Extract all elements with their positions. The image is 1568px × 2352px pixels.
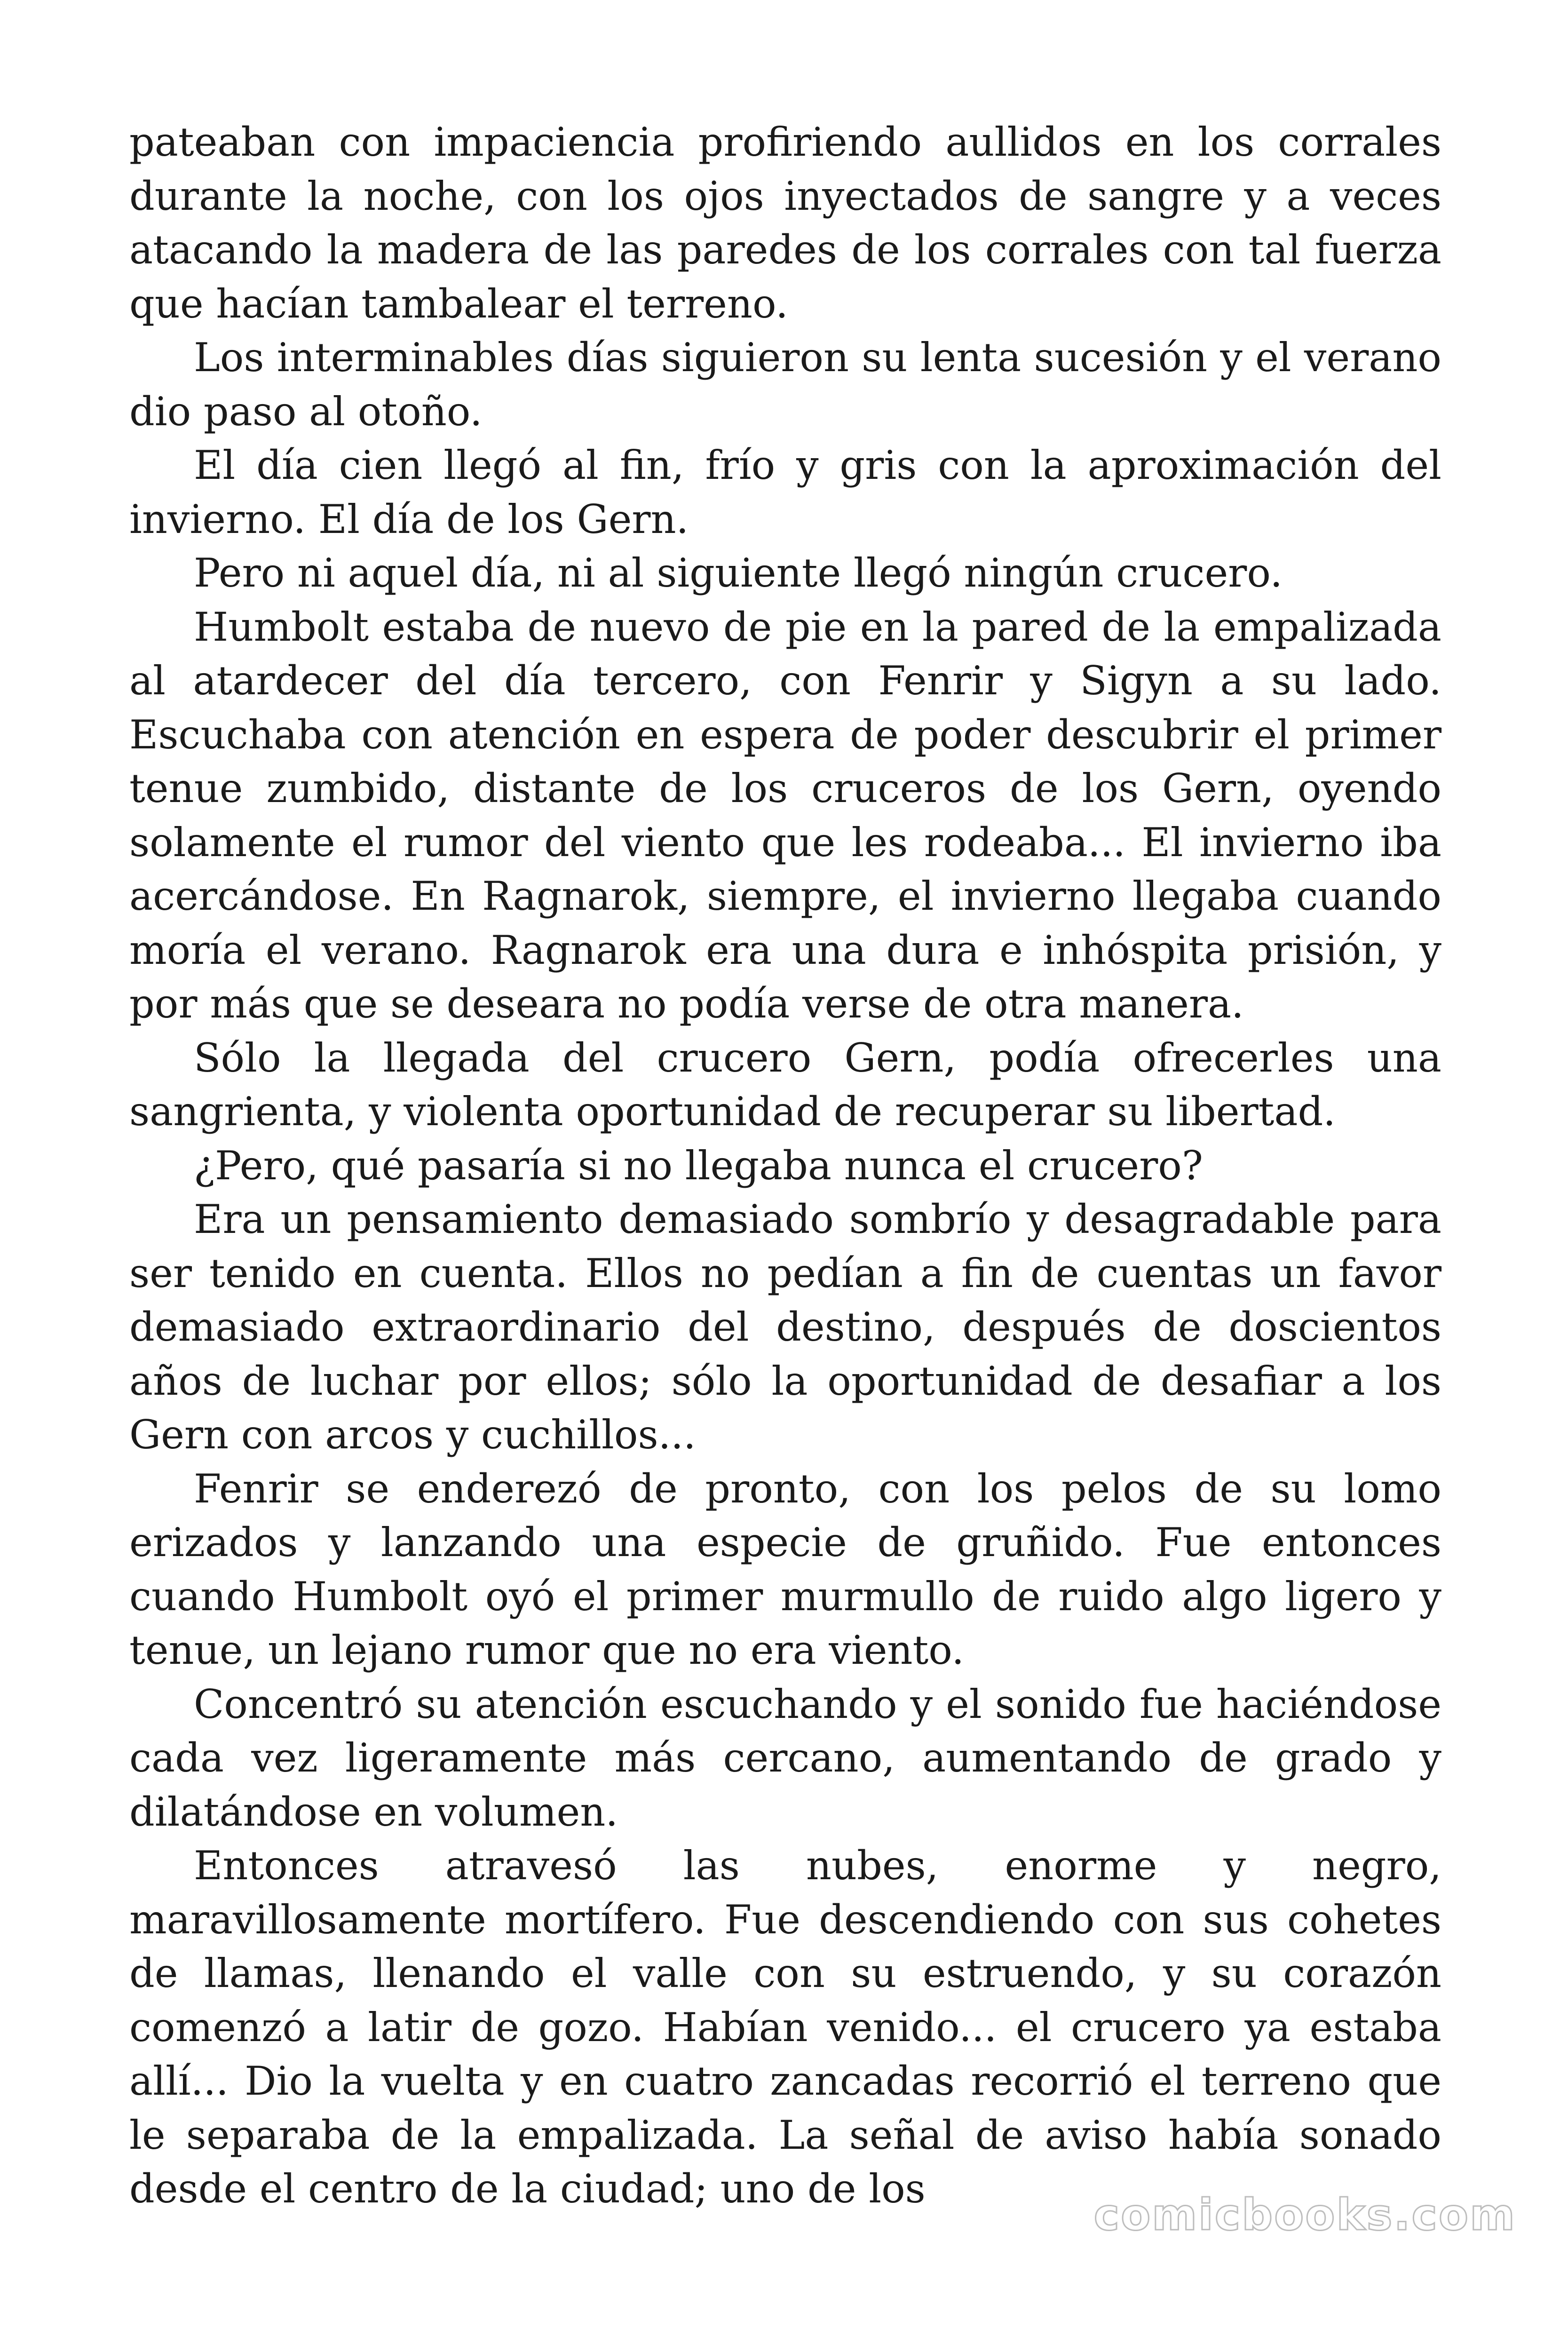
watermark: comicbooks.com bbox=[1093, 2190, 1516, 2240]
body-text bbox=[129, 115, 1441, 2216]
paragraph-2: Los interminables días siguieron su lenta sucesión y el verano dio paso al otoño. bbox=[129, 334, 1441, 435]
paragraph-4: Pero ni aquel día, ni al siguiente llegó ningún crucero. bbox=[194, 550, 1283, 596]
paragraph-7: ¿Pero, qué pasaría si no llegaba nunca el crucero? bbox=[194, 1142, 1203, 1189]
paragraph-6: Sólo la llegada del crucero Gern, podía ofrecerles una sangrienta, y violenta oportunidad de recuperar su libertad. bbox=[129, 1034, 1441, 1135]
paragraph-8: Era un pensamiento demasiado sombrío y desagradable para ser tenido en cuenta. Ellos no pedían a fin de cuentas un favor demasiado extraordinario del destino, después de doscientos años de luchar por ellos; sólo la oportunidad de desafiar a los Gern con arcos y cuchillos... bbox=[129, 1196, 1441, 1458]
paragraph-9: Fenrir se enderezó de pronto, con los pelos de su lomo erizados y lanzando una especie de gruñido. Fue entonces cuando Humbolt oyó el primer murmullo de ruido algo ligero y tenue, un lejano rumor que no era viento. bbox=[129, 1465, 1441, 1673]
paragraph-10: Concentró su atención escuchando y el sonido fue haciéndose cada vez ligeramente más cercano, aumentando de grado y dilatándose en volumen. bbox=[129, 1681, 1441, 1835]
paragraph-11: Entonces atravesó las nubes, enorme y negro, maravillosamente mortífero. Fue descendiendo con sus cohetes de llamas, llenando el valle con su estruendo, y su corazón comenzó a latir de gozo. Habían venido... el crucero ya estaba allí... Dio la vuelta y en cuatro zancadas recorrió el terreno que le separaba de la empalizada. La señal de aviso había sonado desde el centro de la ciudad; uno de los bbox=[129, 1843, 1441, 2212]
paragraph-3: El día cien llegó al fin, frío y gris con la aproximación del invierno. El día de los Gern. bbox=[129, 442, 1441, 542]
paragraph-5: Humbolt estaba de nuevo de pie en la pared de la empalizada al atardecer del día tercero, con Fenrir y Sigyn a su lado. Escuchaba con atención en espera de poder descubrir el primer tenue zumbido, distante de los cruceros de los Gern, oyendo solamente el rumor del viento que les rodeaba... El invierno iba acercándose. En Ragnarok, siempre, el invierno llegaba cuando moría el verano. Ragnarok era una dura e inhóspita prisión, y por más que se deseara no podía verse de otra manera. bbox=[129, 604, 1441, 1027]
paragraph-1: pateaban con impaciencia profiriendo aullidos en los corrales durante la noche, con los ojos inyectados de sangre y a veces atacando la madera de las paredes de los corrales con tal fuerza que hacían tambalear el terreno. bbox=[129, 119, 1441, 327]
